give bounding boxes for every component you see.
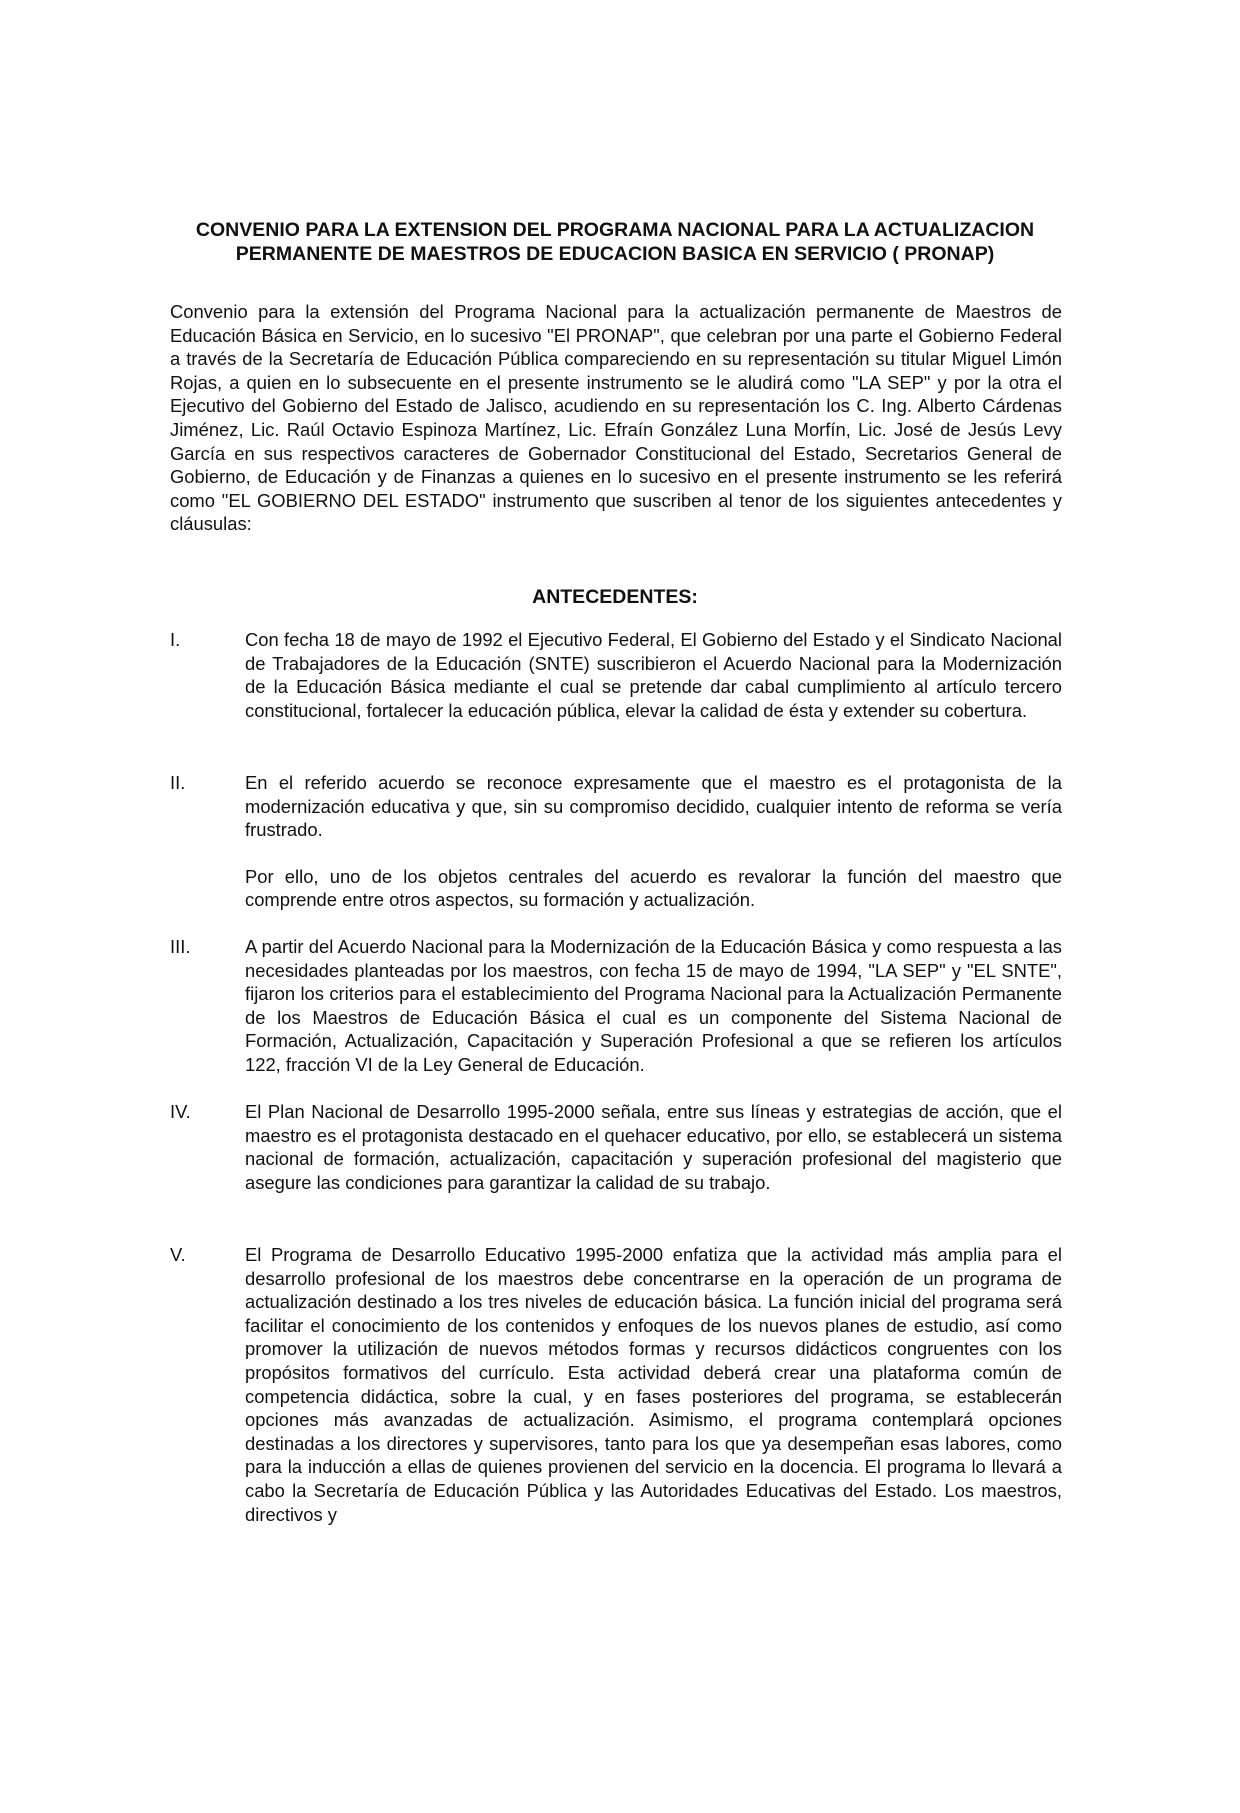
document-title	[150, 218, 1080, 266]
title-line-2: PERMANENTE DE MAESTROS DE EDUCACION BASICA EN SERVICIO ( PRONAP)	[235, 243, 995, 265]
antecedentes-heading: ANTECEDENTES:	[532, 586, 698, 608]
antecedente-text: El Plan Nacional de Desarrollo 1995-2000 señala, entre sus líneas y estrategias de acción, que el maestro es el protagonista destacado en el quehacer educativo, por ello, se establecerá un sistema nacional de formación, actualización, capacitación y superación profesional del magisterio que asegure las condiciones para garantizar la calidad de su trabajo.	[245, 1101, 1062, 1193]
antecedente-text-continued: Por ello, uno de los objetos centrales del acuerdo es revalorar la función del maestro que comprende entre otros aspectos, su formación y actualización.	[245, 865, 1062, 911]
antecedente-item	[170, 935, 1062, 1077]
antecedente-number: I.	[170, 629, 181, 650]
intro-paragraph: Convenio para la extensión del Programa Nacional para la actualización permanente de Maestros de Educación Básica en Servicio, en lo sucesivo "El PRONAP", que celebran por una parte el Gobierno Federal a través de la Secretaría de Educación Pública compareciendo en su representación su titular Miguel Limón Rojas, a quien en lo subsecuente en el presente instrumento se le aludirá como "LA SEP" y por la otra el Ejecutivo del Gobierno del Estado de Jalisco, acudiendo en su representación los C. Ing. Alberto Cárdenas Jiménez, Lic. Raúl Octavio Espinoza Martínez, Lic. Efraín González Luna Morfín, Lic. José de Jesús Levy García en sus respectivos caracteres de Gobernador Constitucional del Estado, Secretarios General de Gobierno, de Educación y de Finanzas a quienes en lo sucesivo en el presente instrumento se les referirá como "EL GOBIERNO DEL ESTADO" instrumento que suscriben al tenor de los siguientes antecedentes y cláusulas:	[170, 301, 1062, 535]
antecedente-item	[170, 1243, 1062, 1526]
antecedente-number: V.	[170, 1244, 186, 1265]
antecedente-item	[170, 771, 1062, 912]
antecedente-text: Con fecha 18 de mayo de 1992 el Ejecutivo Federal, El Gobierno del Estado y el Sindicato Nacional de Trabajadores de la Educación (SNTE) suscribieron el Acuerdo Nacional para la Modernización de la Educación Básica mediante el cual se pretende dar cabal cumplimiento al artículo tercero constitucional, fortalecer la educación pública, elevar la calidad de ésta y extender su cobertura.	[245, 629, 1062, 721]
antecedente-number: IV.	[170, 1101, 191, 1122]
antecedente-number: II.	[170, 772, 186, 793]
antecedente-text: El Programa de Desarrollo Educativo 1995-2000 enfatiza que la actividad más amplia para el desarrollo profesional de los maestros debe concentrarse en la operación de un programa de actualización destinado a los tres niveles de educación básica. La función inicial del programa será facilitar el conocimiento de los contenidos y enfoques de los nuevos planes de estudio, así como promover la utilización de nuevos métodos formas y recursos didácticos congruentes con los propósitos formativos del currículo. Esta actividad deberá crear una plataforma común de competencia didáctica, sobre la cual, y en fases posteriores del programa, se establecerán opciones más avanzadas de actualización. Asimismo, el programa contemplará opciones destinadas a los directores y supervisores, tanto para los que ya desempeñan esas labores, como para la inducción a ellas de quienes provienen del servicio en la docencia. El programa lo llevará a cabo la Secretaría de Educación Pública y las Autoridades Educativas del Estado. Los maestros, directivos y	[245, 1244, 1062, 1525]
antecedente-number: III.	[170, 936, 191, 957]
antecedente-text: En el referido acuerdo se reconoce expresamente que el maestro es el protagonista de la modernización educativa y que, sin su compromiso decidido, cualquier intento de reforma se vería frustrado.	[245, 772, 1062, 841]
antecedente-text: A partir del Acuerdo Nacional para la Modernización de la Educación Básica y como respuesta a las necesidades planteadas por los maestros, con fecha 15 de mayo de 1994, "LA SEP" y "EL SNTE", fijaron los criterios para el establecimiento del Programa Nacional para la Actualización Permanente de los Maestros de Educación Básica el cual es un componente del Sistema Nacional de Formación, Actualización, Capacitación y Superación Profesional a que se refieren los artículos 122, fracción VI de la Ley General de Educación.	[245, 936, 1062, 1075]
antecedente-item	[170, 1100, 1062, 1194]
antecedente-item	[170, 628, 1062, 722]
title-line-1: CONVENIO PARA LA EXTENSION DEL PROGRAMA NACIONAL PARA LA ACTUALIZACION	[195, 219, 1035, 241]
